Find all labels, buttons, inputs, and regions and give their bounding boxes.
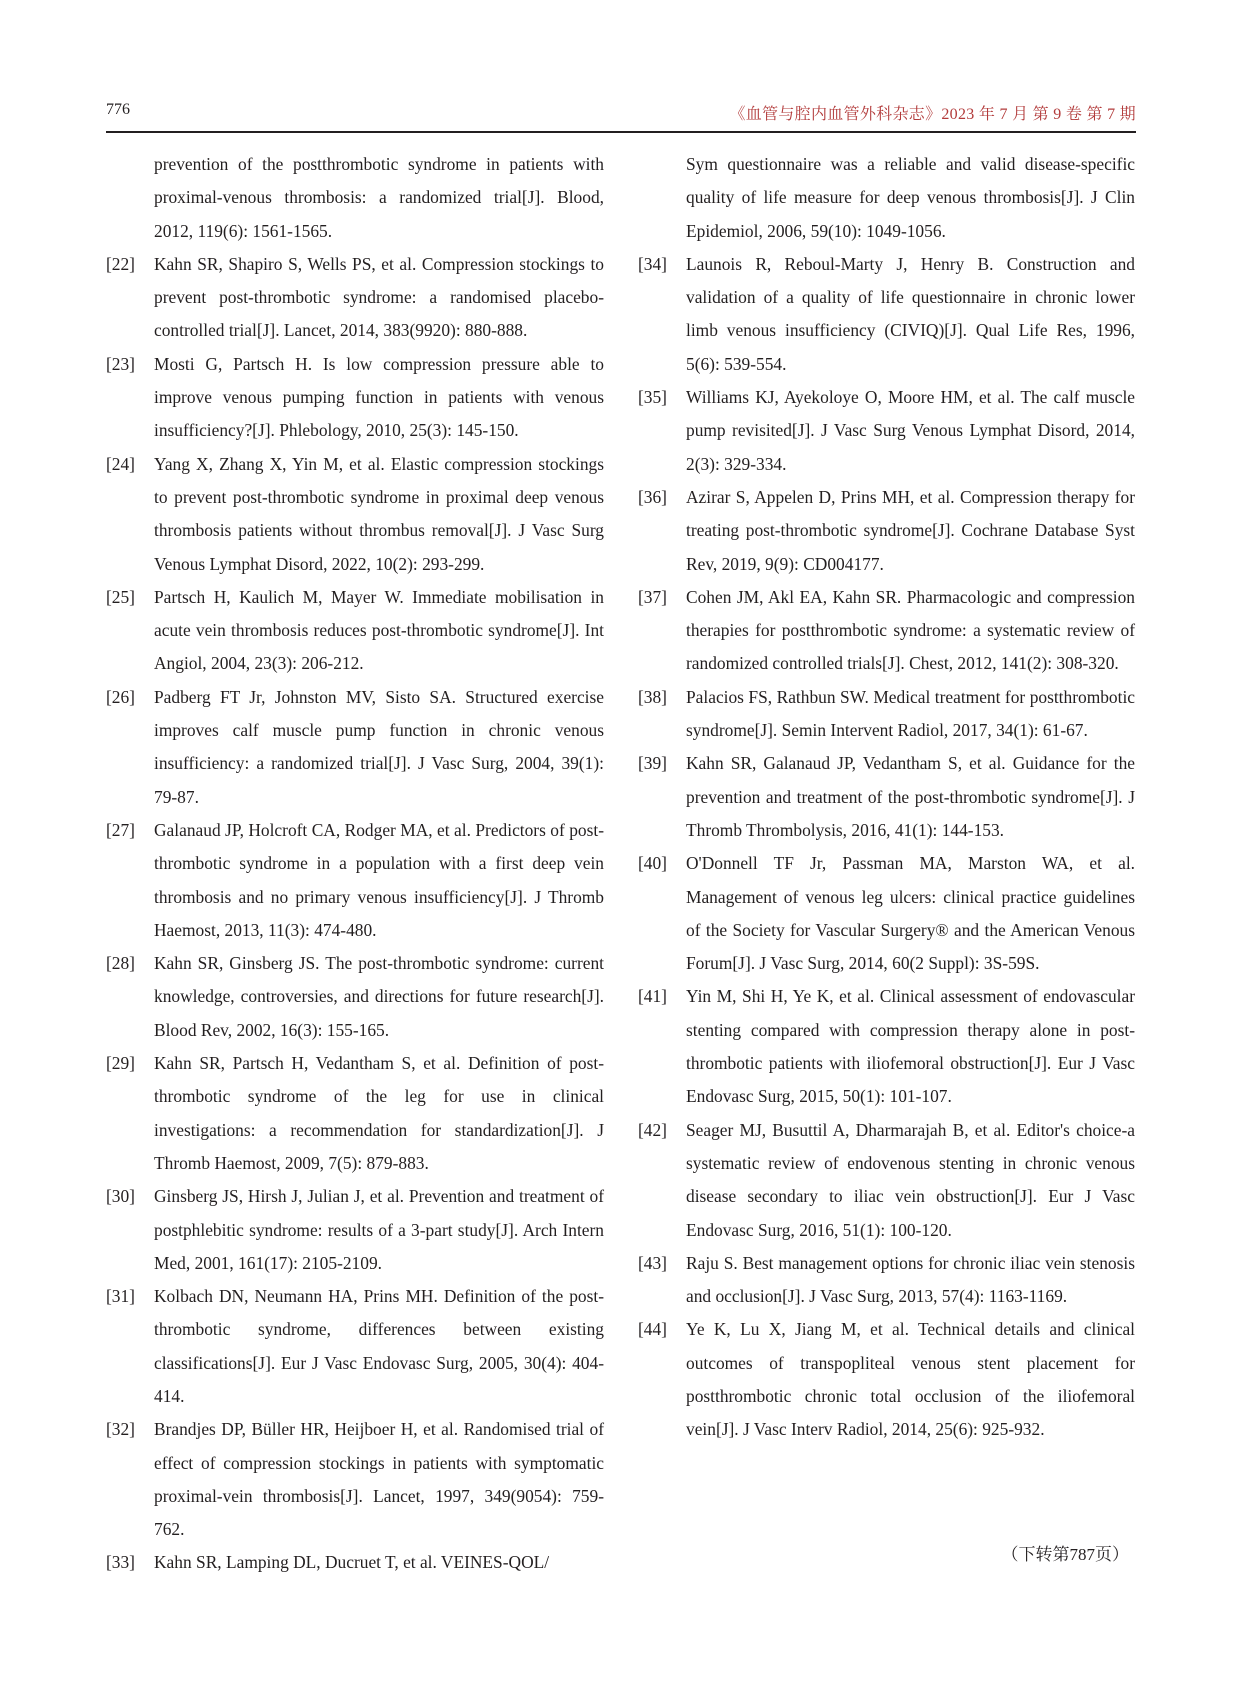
reference-text: Cohen JM, Akl EA, Kahn SR. Pharmacologic and compression therapies for postthrombotic syndrome: a systematic review of randomized controlled trials[J]. Chest, 2012, 141(2): 308-320. bbox=[686, 586, 1135, 674]
reference-entry bbox=[638, 681, 1135, 748]
reference-entry bbox=[106, 348, 604, 448]
reference-entry bbox=[638, 1313, 1135, 1446]
reference-entry bbox=[106, 681, 604, 814]
reference-entry bbox=[638, 581, 1135, 681]
reference-number: [44] bbox=[638, 1319, 667, 1340]
reference-number: [25] bbox=[106, 586, 135, 607]
journal-header: 《血管与腔内血管外科杂志》2023 年 7 月 第 9 卷 第 7 期 bbox=[729, 106, 1136, 123]
reference-text: Yin M, Shi H, Ye K, et al. Clinical assessment of endovascular stenting compared with compression therapy alone in post-thrombotic patients with iliofemoral obstruction[J]. Eur J Vasc Endovasc Surg, 2015, 50(1): 101-107. bbox=[686, 986, 1135, 1107]
reference-number: [29] bbox=[106, 1053, 135, 1074]
reference-number: [38] bbox=[638, 686, 667, 707]
reference-text: Padberg FT Jr, Johnston MV, Sisto SA. Structured exercise improves calf muscle pump function in chronic venous insufficiency: a randomized trial[J]. J Vasc Surg, 2004, 39(1): 79-87. bbox=[154, 686, 604, 807]
reference-text: Kahn SR, Shapiro S, Wells PS, et al. Compression stockings to prevent post-thrombotic syndrome: a randomised placebo-controlled trial[J]. Lancet, 2014, 383(9920): 880-888. bbox=[154, 253, 604, 341]
reference-number: [28] bbox=[106, 953, 135, 974]
reference-number: [33] bbox=[106, 1552, 135, 1573]
reference-number: [30] bbox=[106, 1186, 135, 1207]
reference-entry bbox=[106, 1280, 604, 1413]
reference-text: Kolbach DN, Neumann HA, Prins MH. Definition of the post-thrombotic syndrome, differences between existing classifications[J]. Eur J Vasc Endovasc Surg, 2005, 30(4): 404-414. bbox=[154, 1286, 604, 1406]
reference-number: [31] bbox=[106, 1286, 135, 1307]
reference-number: [36] bbox=[638, 486, 667, 507]
reference-entry bbox=[638, 481, 1135, 581]
references-right-column bbox=[638, 148, 1135, 1447]
reference-text: Kahn SR, Partsch H, Vedantham S, et al. Definition of post-thrombotic syndrome of the leg for use in clinical investigations: a recommendation for standardization[J]. J Thromb Haemost, 2009, 7(5): 879-883. bbox=[154, 1053, 604, 1173]
reference-entry bbox=[638, 847, 1135, 980]
reference-text: Partsch H, Kaulich M, Mayer W. Immediate mobilisation in acute vein thrombosis reduces post-thrombotic syndrome[J]. Int Angiol, 2004, 23(3): 206-212. bbox=[154, 586, 604, 674]
reference-continuation bbox=[638, 148, 1135, 248]
reference-entry bbox=[638, 747, 1135, 847]
reference-number: [24] bbox=[106, 453, 135, 474]
reference-text: Galanaud JP, Holcroft CA, Rodger MA, et al. Predictors of post-thrombotic syndrome in a population with a first deep vein thrombosis and no primary venous insufficiency[J]. J Thromb Haemost, 2013, 11(3): 474-480. bbox=[154, 819, 604, 940]
reference-entry bbox=[106, 947, 604, 1047]
reference-number: [22] bbox=[106, 253, 135, 274]
reference-text: Palacios FS, Rathbun SW. Medical treatment for postthrombotic syndrome[J]. Semin Intervent Radiol, 2017, 34(1): 61-67. bbox=[686, 686, 1135, 741]
reference-entry bbox=[106, 248, 604, 348]
reference-number: [39] bbox=[638, 753, 667, 774]
reference-text: Kahn SR, Lamping DL, Ducruet T, et al. VEINES-QOL/ bbox=[154, 1552, 550, 1573]
reference-entry bbox=[106, 1546, 604, 1579]
reference-text: prevention of the postthrombotic syndrome in patients with proximal-venous thrombosis: a randomized trial[J]. Blood, 2012, 119(6): 1561-1565. bbox=[154, 154, 604, 241]
reference-number: [23] bbox=[106, 353, 135, 374]
reference-text: Sym questionnaire was a reliable and valid disease-specific quality of life measure for deep venous thrombosis[J]. J Clin Epidemiol, 2006, 59(10): 1049-1056. bbox=[686, 154, 1135, 241]
reference-number: [34] bbox=[638, 253, 667, 274]
reference-number: [43] bbox=[638, 1252, 667, 1273]
reference-entry bbox=[638, 1247, 1135, 1314]
reference-entry bbox=[638, 1114, 1135, 1247]
references-left-column bbox=[106, 148, 604, 1580]
reference-number: [37] bbox=[638, 586, 667, 607]
continuation-note: （下转第787页） bbox=[1001, 1545, 1129, 1564]
reference-text: Ginsberg JS, Hirsh J, Julian J, et al. Prevention and treatment of postphlebitic syndrome: results of a 3-part study[J]. Arch Intern Med, 2001, 161(17): 2105-2109. bbox=[154, 1186, 604, 1273]
reference-entry bbox=[638, 381, 1135, 481]
reference-text: Raju S. Best management options for chronic iliac vein stenosis and occlusion[J]. J Vasc Surg, 2013, 57(4): 1163-1169. bbox=[686, 1252, 1135, 1307]
reference-number: [42] bbox=[638, 1119, 667, 1140]
reference-text: Ye K, Lu X, Jiang M, et al. Technical details and clinical outcomes of transpopliteal venous stent placement for postthrombotic chronic total occlusion of the iliofemoral vein[J]. J Vasc Interv Radiol, 2014, 25(6): 925-932. bbox=[686, 1319, 1135, 1440]
reference-entry bbox=[638, 980, 1135, 1113]
reference-entry bbox=[106, 1047, 604, 1180]
reference-text: Kahn SR, Ginsberg JS. The post-thrombotic syndrome: current knowledge, controversies, and directions for future research[J]. Blood Rev, 2002, 16(3): 155-165. bbox=[154, 953, 604, 1040]
page-number: 776 bbox=[106, 101, 130, 118]
reference-text: Brandjes DP, Büller HR, Heijboer H, et al. Randomised trial of effect of compression stockings in patients with symptomatic proximal-vein thrombosis[J]. Lancet, 1997, 349(9054): 759-762. bbox=[154, 1419, 604, 1540]
reference-text: Williams KJ, Ayekoloye O, Moore HM, et al. The calf muscle pump revisited[J]. J Vasc Surg Venous Lymphat Disord, 2014, 2(3): 329-334. bbox=[686, 387, 1135, 474]
reference-number: [35] bbox=[638, 387, 667, 408]
reference-text: O'Donnell TF Jr, Passman MA, Marston WA, et al. Management of venous leg ulcers: clinical practice guidelines of the Society for Vascular Surgery® and the American Venous Forum[J]. J Vasc Surg, 2014, 60(2 Suppl): 3S-59S. bbox=[686, 853, 1135, 974]
reference-continuation bbox=[106, 148, 604, 248]
reference-number: [41] bbox=[638, 986, 667, 1007]
reference-text: Launois R, Reboul-Marty J, Henry B. Construction and validation of a quality of life questionnaire in chronic lower limb venous insufficiency (CIVIQ)[J]. Qual Life Res, 1996, 5(6): 539-554. bbox=[686, 253, 1135, 374]
reference-number: [27] bbox=[106, 819, 135, 840]
reference-entry bbox=[106, 581, 604, 681]
reference-number: [26] bbox=[106, 686, 135, 707]
reference-number: [32] bbox=[106, 1419, 135, 1440]
reference-entry bbox=[106, 1180, 604, 1280]
reference-text: Mosti G, Partsch H. Is low compression pressure able to improve venous pumping function in patients with venous insufficiency?[J]. Phlebology, 2010, 25(3): 145-150. bbox=[154, 353, 604, 441]
reference-text: Kahn SR, Galanaud JP, Vedantham S, et al. Guidance for the prevention and treatment of the post-thrombotic syndrome[J]. J Thromb Thrombolysis, 2016, 41(1): 144-153. bbox=[686, 753, 1135, 840]
header-rule bbox=[106, 131, 1136, 133]
reference-entry bbox=[638, 248, 1135, 381]
reference-number: [40] bbox=[638, 853, 667, 874]
reference-entry bbox=[106, 814, 604, 947]
reference-entry bbox=[106, 1413, 604, 1546]
reference-text: Seager MJ, Busuttil A, Dharmarajah B, et al. Editor's choice-a systematic review of endovenous stenting in chronic venous disease secondary to iliac vein obstruction[J]. Eur J Vasc Endovasc Surg, 2016, 51(1): 100-120. bbox=[686, 1119, 1135, 1240]
reference-entry bbox=[106, 448, 604, 581]
reference-text: Azirar S, Appelen D, Prins MH, et al. Compression therapy for treating post-thrombotic syndrome[J]. Cochrane Database Syst Rev, 2019, 9(9): CD004177. bbox=[686, 486, 1135, 574]
reference-text: Yang X, Zhang X, Yin M, et al. Elastic compression stockings to prevent post-thrombotic syndrome in proximal deep venous thrombosis patients without thrombus removal[J]. J Vasc Surg Venous Lymphat Disord, 2022, 10(2): 293-299. bbox=[154, 453, 604, 574]
